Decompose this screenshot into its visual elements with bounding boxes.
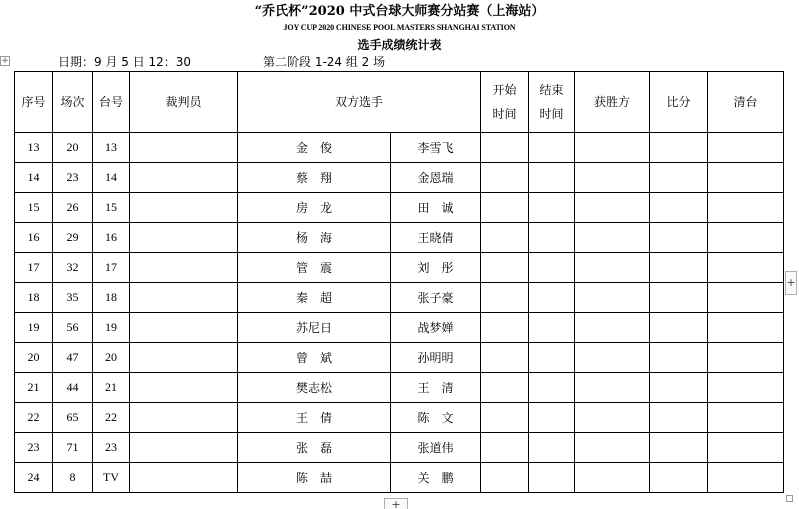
cell-end-time[interactable] — [529, 283, 575, 313]
cell-start-time[interactable] — [481, 403, 529, 433]
cell-end-time[interactable] — [529, 163, 575, 193]
cell-player-a: 杨 海 — [238, 223, 391, 253]
cell-match: 23 — [53, 163, 93, 193]
cell-referee[interactable] — [130, 433, 238, 463]
table-row — [15, 463, 784, 493]
cell-winner[interactable] — [575, 253, 650, 283]
cell-winner[interactable] — [575, 313, 650, 343]
cell-seq: 22 — [15, 403, 53, 433]
header-end-time — [529, 72, 575, 133]
cell-table-no: 18 — [93, 283, 130, 313]
header-players: 双方选手 — [238, 72, 481, 133]
cell-referee[interactable] — [130, 373, 238, 403]
header-winner: 获胜方 — [575, 72, 650, 133]
cell-start-time[interactable] — [481, 223, 529, 253]
cell-referee[interactable] — [130, 283, 238, 313]
cell-referee[interactable] — [130, 253, 238, 283]
cell-clear[interactable] — [708, 463, 784, 493]
cell-player-a: 张 磊 — [238, 433, 391, 463]
cell-player-a: 秦 超 — [238, 283, 391, 313]
cell-referee[interactable] — [130, 223, 238, 253]
table-row — [15, 133, 784, 163]
header-clear: 清台 — [708, 72, 784, 133]
cell-score[interactable] — [650, 133, 708, 163]
table-row — [15, 223, 784, 253]
cell-table-no: 20 — [93, 343, 130, 373]
cell-player-b: 陈 文 — [391, 403, 481, 433]
cell-table-no: 23 — [93, 433, 130, 463]
table-row — [15, 403, 784, 433]
cell-referee[interactable] — [130, 193, 238, 223]
table-row — [15, 253, 784, 283]
cell-seq: 19 — [15, 313, 53, 343]
cell-seq: 14 — [15, 163, 53, 193]
cell-start-time[interactable] — [481, 163, 529, 193]
cell-winner[interactable] — [575, 163, 650, 193]
cell-end-time[interactable] — [529, 343, 575, 373]
cell-start-time[interactable] — [481, 193, 529, 223]
cell-score[interactable] — [650, 223, 708, 253]
cell-table-no: 22 — [93, 403, 130, 433]
cell-match: 20 — [53, 133, 93, 163]
cell-table-no: 19 — [93, 313, 130, 343]
cell-end-time[interactable] — [529, 403, 575, 433]
cell-player-a: 金 俊 — [238, 133, 391, 163]
cell-seq: 24 — [15, 463, 53, 493]
cell-start-time[interactable] — [481, 343, 529, 373]
insert-column-icon[interactable]: + — [785, 271, 797, 295]
cell-seq: 17 — [15, 253, 53, 283]
table-header-row — [15, 72, 784, 133]
cell-referee[interactable] — [130, 403, 238, 433]
cell-match: 56 — [53, 313, 93, 343]
table-resize-handle-icon[interactable] — [786, 495, 793, 502]
cell-winner[interactable] — [575, 403, 650, 433]
cell-seq: 18 — [15, 283, 53, 313]
cell-clear[interactable] — [708, 343, 784, 373]
cell-clear[interactable] — [708, 223, 784, 253]
cell-clear[interactable] — [708, 163, 784, 193]
cell-clear[interactable] — [708, 193, 784, 223]
score-table — [14, 71, 784, 493]
cell-end-time[interactable] — [529, 253, 575, 283]
header-end-line1: 结束 — [539, 83, 564, 97]
header-start-time — [481, 72, 529, 133]
cell-player-a: 蔡 翔 — [238, 163, 391, 193]
cell-end-time[interactable] — [529, 463, 575, 493]
table-row — [15, 373, 784, 403]
cell-winner[interactable] — [575, 223, 650, 253]
cell-player-b: 战梦婵 — [391, 313, 481, 343]
cell-clear[interactable] — [708, 373, 784, 403]
cell-player-a: 管 震 — [238, 253, 391, 283]
cell-table-no: 21 — [93, 373, 130, 403]
cell-match: 8 — [53, 463, 93, 493]
table-body — [15, 133, 784, 493]
cell-score[interactable] — [650, 163, 708, 193]
cell-match: 65 — [53, 403, 93, 433]
table-move-handle-icon[interactable]: + — [1, 56, 9, 66]
cell-referee[interactable] — [130, 163, 238, 193]
stage-info: 第二阶段 1-24 组 2 场 — [263, 55, 386, 69]
header-start-line1: 开始 — [492, 83, 517, 97]
cell-match: 32 — [53, 253, 93, 283]
cell-player-b: 关 鹏 — [391, 463, 481, 493]
cell-seq: 13 — [15, 133, 53, 163]
cell-score[interactable] — [650, 193, 708, 223]
cell-seq: 16 — [15, 223, 53, 253]
cell-score[interactable] — [650, 463, 708, 493]
cell-score[interactable] — [650, 433, 708, 463]
cell-player-a: 房 龙 — [238, 193, 391, 223]
cell-clear[interactable] — [708, 283, 784, 313]
cell-seq: 23 — [15, 433, 53, 463]
cell-start-time[interactable] — [481, 463, 529, 493]
cell-match: 44 — [53, 373, 93, 403]
cell-clear[interactable] — [708, 403, 784, 433]
table-row — [15, 313, 784, 343]
cell-player-b: 王晓倩 — [391, 223, 481, 253]
cell-winner[interactable] — [575, 433, 650, 463]
cell-score[interactable] — [650, 373, 708, 403]
cell-end-time[interactable] — [529, 193, 575, 223]
cell-end-time[interactable] — [529, 373, 575, 403]
cell-player-b: 金恩瑞 — [391, 163, 481, 193]
tournament-title: “乔氏杯”2020 中式台球大师赛分站赛（上海站） — [254, 4, 545, 19]
cell-score[interactable] — [650, 283, 708, 313]
cell-match: 26 — [53, 193, 93, 223]
table-row — [15, 193, 784, 223]
cell-player-b: 李雪飞 — [391, 133, 481, 163]
cell-clear[interactable] — [708, 133, 784, 163]
cell-score[interactable] — [650, 313, 708, 343]
cell-winner[interactable] — [575, 343, 650, 373]
cell-winner[interactable] — [575, 373, 650, 403]
cell-seq: 20 — [15, 343, 53, 373]
cell-player-b: 田 诚 — [391, 193, 481, 223]
header-seq: 序号 — [15, 72, 53, 133]
cell-start-time[interactable] — [481, 283, 529, 313]
cell-player-b: 刘 彤 — [391, 253, 481, 283]
cell-score[interactable] — [650, 253, 708, 283]
cell-start-time[interactable] — [481, 433, 529, 463]
cell-match: 47 — [53, 343, 93, 373]
table-row — [15, 433, 784, 463]
cell-player-b: 张子豪 — [391, 283, 481, 313]
header-match: 场次 — [53, 72, 93, 133]
cell-end-time[interactable] — [529, 313, 575, 343]
cell-player-a: 王 倩 — [238, 403, 391, 433]
cell-clear[interactable] — [708, 253, 784, 283]
cell-seq: 15 — [15, 193, 53, 223]
cell-table-no: 17 — [93, 253, 130, 283]
cell-start-time[interactable] — [481, 133, 529, 163]
table-row — [15, 163, 784, 193]
header-table-no: 台号 — [93, 72, 130, 133]
cell-score[interactable] — [650, 343, 708, 373]
cell-end-time[interactable] — [529, 433, 575, 463]
table-row — [15, 283, 784, 313]
cell-player-a: 陈 喆 — [238, 463, 391, 493]
cell-player-a: 曾 斌 — [238, 343, 391, 373]
cell-start-time[interactable] — [481, 373, 529, 403]
cell-player-a: 苏尼日 — [238, 313, 391, 343]
cell-match: 35 — [53, 283, 93, 313]
cell-match: 29 — [53, 223, 93, 253]
cell-end-time[interactable] — [529, 223, 575, 253]
cell-table-no: TV — [93, 463, 130, 493]
cell-start-time[interactable] — [481, 253, 529, 283]
cell-player-b: 张道伟 — [391, 433, 481, 463]
header-score: 比分 — [650, 72, 708, 133]
cell-winner[interactable] — [575, 283, 650, 313]
cell-start-time[interactable] — [481, 313, 529, 343]
cell-referee[interactable] — [130, 343, 238, 373]
cell-player-a: 樊志松 — [238, 373, 391, 403]
cell-table-no: 13 — [93, 133, 130, 163]
header-referee: 裁判员 — [130, 72, 238, 133]
cell-player-b: 王 清 — [391, 373, 481, 403]
cell-clear[interactable] — [708, 313, 784, 343]
cell-end-time[interactable] — [529, 133, 575, 163]
match-date: 日期：9 月 5 日 12：30 — [58, 55, 192, 69]
form-title: 选手成绩统计表 — [357, 38, 442, 52]
cell-winner[interactable] — [575, 133, 650, 163]
cell-table-no: 14 — [93, 163, 130, 193]
tournament-subtitle: JOY CUP 2020 CHINESE POOL MASTERS SHANGHAI STATION — [283, 23, 516, 32]
cell-match: 71 — [53, 433, 93, 463]
cell-referee[interactable] — [130, 463, 238, 493]
table-row — [15, 343, 784, 373]
header-end-line2: 时间 — [539, 107, 564, 121]
cell-table-no: 15 — [93, 193, 130, 223]
cell-player-b: 孙明明 — [391, 343, 481, 373]
cell-referee[interactable] — [130, 313, 238, 343]
cell-winner[interactable] — [575, 193, 650, 223]
cell-referee[interactable] — [130, 133, 238, 163]
header-start-line2: 时间 — [492, 107, 517, 121]
cell-clear[interactable] — [708, 433, 784, 463]
insert-row-icon[interactable]: + — [384, 498, 408, 509]
cell-score[interactable] — [650, 403, 708, 433]
cell-winner[interactable] — [575, 463, 650, 493]
cell-seq: 21 — [15, 373, 53, 403]
cell-table-no: 16 — [93, 223, 130, 253]
